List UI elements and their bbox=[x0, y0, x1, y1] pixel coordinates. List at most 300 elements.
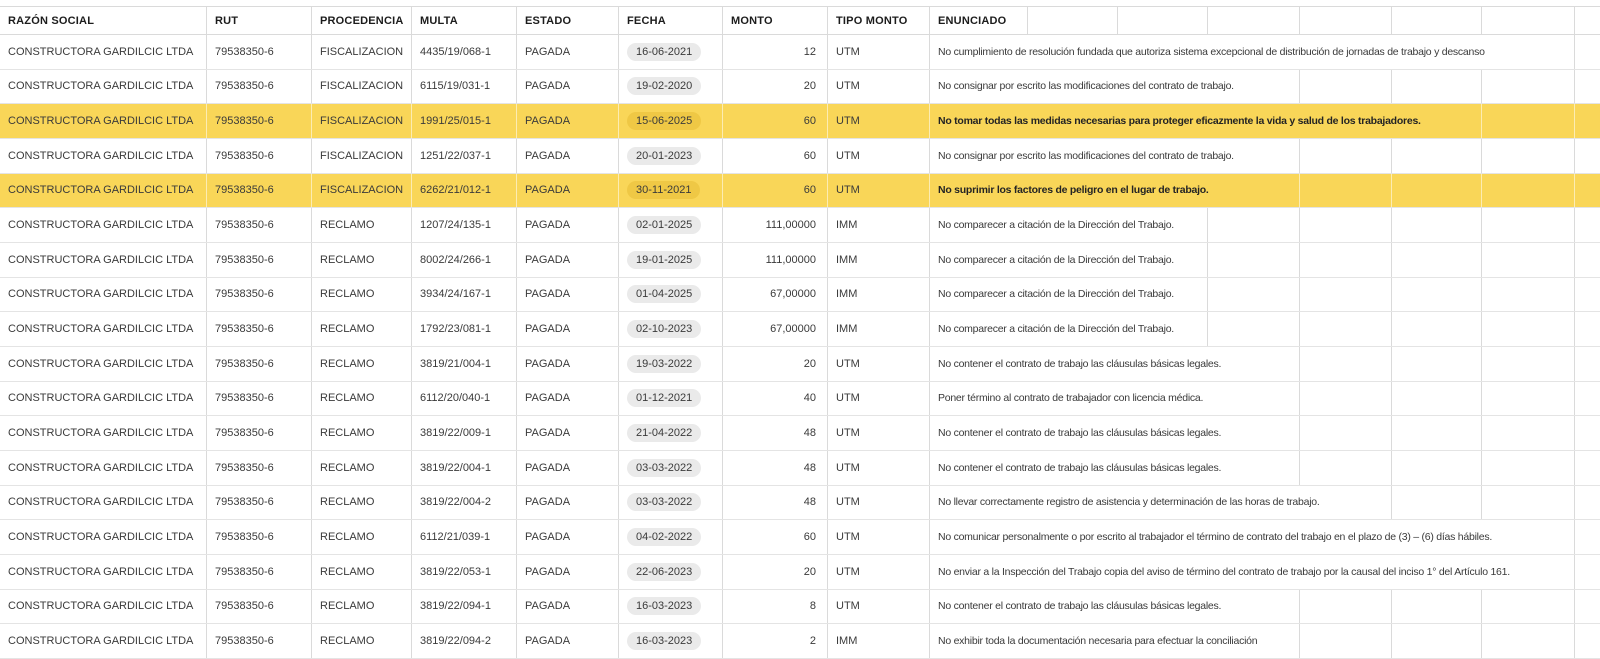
empty-cell[interactable] bbox=[1482, 382, 1575, 416]
empty-cell[interactable] bbox=[1575, 174, 1600, 208]
empty-cell[interactable] bbox=[1575, 104, 1600, 138]
cell-multa[interactable]: 3934/24/167-1 bbox=[412, 278, 517, 312]
empty-cell[interactable] bbox=[1300, 312, 1392, 346]
cell-fecha[interactable] bbox=[619, 174, 723, 208]
cell-fecha[interactable] bbox=[619, 243, 723, 277]
table-row bbox=[0, 590, 1600, 625]
cell-monto[interactable]: 48 bbox=[723, 451, 828, 485]
empty-cell[interactable] bbox=[1392, 174, 1482, 208]
empty-cell[interactable] bbox=[1392, 70, 1482, 104]
cell-procedencia[interactable]: RECLAMO bbox=[312, 555, 412, 589]
date-chip: 01-12-2021 bbox=[627, 389, 701, 407]
empty-cell[interactable] bbox=[1482, 486, 1575, 520]
enunciado-text: No enviar a la Inspección del Trabajo copia del aviso de término del contrato de trabajo por la causal del inciso 1° del Artículo 161. bbox=[930, 555, 1518, 589]
cell-procedencia[interactable]: FISCALIZACION bbox=[312, 174, 412, 208]
empty-cell[interactable] bbox=[1392, 451, 1482, 485]
cell-procedencia[interactable]: RECLAMO bbox=[312, 243, 412, 277]
cell-tipo-monto[interactable]: UTM bbox=[828, 590, 930, 624]
empty-cell[interactable] bbox=[1575, 486, 1600, 520]
date-chip: 22-06-2023 bbox=[627, 563, 701, 581]
cell-monto[interactable]: 48 bbox=[723, 416, 828, 450]
empty-cell[interactable] bbox=[1575, 416, 1600, 450]
cell-fecha[interactable] bbox=[619, 382, 723, 416]
cell-fecha[interactable] bbox=[619, 624, 723, 658]
date-chip: 03-03-2022 bbox=[627, 493, 701, 511]
empty-cell[interactable] bbox=[1575, 70, 1600, 104]
cell-estado[interactable]: PAGADA bbox=[517, 35, 619, 69]
cell-rut[interactable]: 79538350-6 bbox=[207, 243, 312, 277]
cell-tipo-monto[interactable]: UTM bbox=[828, 416, 930, 450]
cell-rut[interactable]: 79538350-6 bbox=[207, 70, 312, 104]
cell-monto[interactable]: 67,00000 bbox=[723, 312, 828, 346]
cell-monto[interactable]: 12 bbox=[723, 35, 828, 69]
col-header-enunciado[interactable]: ENUNCIADO bbox=[930, 7, 1028, 34]
cell-procedencia[interactable]: RECLAMO bbox=[312, 382, 412, 416]
table-body bbox=[0, 35, 1600, 659]
date-chip: 21-04-2022 bbox=[627, 424, 701, 442]
cell-monto[interactable]: 67,00000 bbox=[723, 278, 828, 312]
cell-rut[interactable]: 79538350-6 bbox=[207, 208, 312, 242]
enunciado-text: No contener el contrato de trabajo las cláusulas básicas legales. bbox=[930, 347, 1229, 381]
cell-procedencia[interactable]: RECLAMO bbox=[312, 590, 412, 624]
date-chip: 16-03-2023 bbox=[627, 597, 701, 615]
cell-tipo-monto[interactable]: IMM bbox=[828, 243, 930, 277]
cell-razon-social[interactable]: CONSTRUCTORA GARDILCIC LTDA bbox=[0, 104, 207, 138]
cell-monto[interactable]: 60 bbox=[723, 139, 828, 173]
cell-tipo-monto[interactable]: IMM bbox=[828, 208, 930, 242]
empty-cell[interactable] bbox=[1575, 208, 1600, 242]
cell-procedencia[interactable]: RECLAMO bbox=[312, 347, 412, 381]
date-chip: 15-06-2025 bbox=[627, 112, 701, 130]
empty-cell[interactable] bbox=[1482, 451, 1575, 485]
cell-monto[interactable]: 60 bbox=[723, 520, 828, 554]
cell-rut[interactable]: 79538350-6 bbox=[207, 382, 312, 416]
empty-cell[interactable] bbox=[1392, 590, 1482, 624]
cell-multa[interactable]: 3819/22/094-1 bbox=[412, 590, 517, 624]
cell-fecha[interactable] bbox=[619, 590, 723, 624]
enunciado-text: No comunicar personalmente o por escrito al trabajador el término de contrato del trabajo en el plazo de (3) – (6) días hábiles. bbox=[930, 520, 1500, 554]
enunciado-text: No consignar por escrito las modificaciones del contrato de trabajo. bbox=[930, 70, 1242, 104]
empty-column-header[interactable] bbox=[1392, 7, 1482, 34]
cell-rut[interactable]: 79538350-6 bbox=[207, 104, 312, 138]
cell-fecha[interactable] bbox=[619, 347, 723, 381]
cell-estado[interactable]: PAGADA bbox=[517, 451, 619, 485]
empty-cell[interactable] bbox=[1575, 35, 1600, 69]
col-header-razon-social[interactable]: RAZÓN SOCIAL bbox=[0, 7, 207, 34]
cell-procedencia[interactable]: RECLAMO bbox=[312, 208, 412, 242]
date-chip: 01-04-2025 bbox=[627, 285, 701, 303]
cell-monto[interactable]: 48 bbox=[723, 486, 828, 520]
empty-cell[interactable] bbox=[1300, 139, 1392, 173]
cell-multa[interactable]: 3819/21/004-1 bbox=[412, 347, 517, 381]
cell-multa[interactable]: 3819/22/053-1 bbox=[412, 555, 517, 589]
cell-estado[interactable]: PAGADA bbox=[517, 486, 619, 520]
empty-cell[interactable] bbox=[1300, 278, 1392, 312]
empty-cell[interactable] bbox=[1392, 208, 1482, 242]
cell-procedencia[interactable]: RECLAMO bbox=[312, 520, 412, 554]
empty-cell[interactable] bbox=[1300, 451, 1392, 485]
cell-multa[interactable]: 1991/25/015-1 bbox=[412, 104, 517, 138]
table-row bbox=[0, 208, 1600, 243]
cell-multa[interactable]: 3819/22/004-2 bbox=[412, 486, 517, 520]
cell-rut[interactable]: 79538350-6 bbox=[207, 555, 312, 589]
empty-cell[interactable] bbox=[1392, 416, 1482, 450]
empty-cell[interactable] bbox=[1392, 312, 1482, 346]
cell-procedencia[interactable]: FISCALIZACION bbox=[312, 35, 412, 69]
cell-procedencia[interactable]: RECLAMO bbox=[312, 416, 412, 450]
cell-estado[interactable]: PAGADA bbox=[517, 624, 619, 658]
date-chip: 19-01-2025 bbox=[627, 251, 701, 269]
cell-estado[interactable]: PAGADA bbox=[517, 104, 619, 138]
cell-razon-social[interactable]: CONSTRUCTORA GARDILCIC LTDA bbox=[0, 382, 207, 416]
enunciado-text: No consignar por escrito las modificaciones del contrato de trabajo. bbox=[930, 139, 1242, 173]
cell-tipo-monto[interactable]: UTM bbox=[828, 139, 930, 173]
cell-procedencia[interactable]: FISCALIZACION bbox=[312, 70, 412, 104]
table-row bbox=[0, 243, 1600, 278]
cell-tipo-monto[interactable]: UTM bbox=[828, 451, 930, 485]
col-header-fecha[interactable]: FECHA bbox=[619, 7, 723, 34]
cell-razon-social[interactable]: CONSTRUCTORA GARDILCIC LTDA bbox=[0, 312, 207, 346]
cell-procedencia[interactable]: RECLAMO bbox=[312, 312, 412, 346]
cell-fecha[interactable] bbox=[619, 35, 723, 69]
cell-razon-social[interactable]: CONSTRUCTORA GARDILCIC LTDA bbox=[0, 35, 207, 69]
cell-fecha[interactable] bbox=[619, 104, 723, 138]
empty-cell[interactable] bbox=[1482, 347, 1575, 381]
empty-cell[interactable] bbox=[1482, 312, 1575, 346]
cell-rut[interactable]: 79538350-6 bbox=[207, 486, 312, 520]
cell-enunciado[interactable] bbox=[930, 624, 1258, 658]
col-header-procedencia[interactable]: PROCEDENCIA bbox=[312, 7, 412, 34]
cell-multa[interactable]: 3819/22/009-1 bbox=[412, 416, 517, 450]
cell-enunciado[interactable] bbox=[930, 104, 1421, 138]
empty-cell[interactable] bbox=[1300, 70, 1392, 104]
empty-cell[interactable] bbox=[1300, 208, 1392, 242]
cell-razon-social[interactable]: CONSTRUCTORA GARDILCIC LTDA bbox=[0, 416, 207, 450]
cell-razon-social[interactable]: CONSTRUCTORA GARDILCIC LTDA bbox=[0, 278, 207, 312]
cell-enunciado[interactable] bbox=[930, 347, 1222, 381]
empty-cell[interactable] bbox=[1482, 278, 1575, 312]
empty-cell[interactable] bbox=[1482, 35, 1575, 69]
cell-rut[interactable]: 79538350-6 bbox=[207, 174, 312, 208]
table-row bbox=[0, 174, 1600, 209]
empty-cell[interactable] bbox=[1300, 347, 1392, 381]
empty-cell[interactable] bbox=[1482, 416, 1575, 450]
cell-estado[interactable]: PAGADA bbox=[517, 520, 619, 554]
cell-procedencia[interactable]: RECLAMO bbox=[312, 486, 412, 520]
cell-estado[interactable]: PAGADA bbox=[517, 278, 619, 312]
cell-tipo-monto[interactable]: UTM bbox=[828, 555, 930, 589]
cell-procedencia[interactable]: FISCALIZACION bbox=[312, 139, 412, 173]
empty-column-header[interactable] bbox=[1575, 7, 1600, 34]
empty-cell[interactable] bbox=[1482, 208, 1575, 242]
cell-razon-social[interactable]: CONSTRUCTORA GARDILCIC LTDA bbox=[0, 347, 207, 381]
cell-tipo-monto[interactable]: UTM bbox=[828, 35, 930, 69]
cell-estado[interactable]: PAGADA bbox=[517, 416, 619, 450]
table-header-row bbox=[0, 6, 1600, 35]
date-chip: 04-02-2022 bbox=[627, 528, 701, 546]
cell-razon-social[interactable]: CONSTRUCTORA GARDILCIC LTDA bbox=[0, 243, 207, 277]
cell-rut[interactable]: 79538350-6 bbox=[207, 278, 312, 312]
cell-rut[interactable]: 79538350-6 bbox=[207, 35, 312, 69]
empty-cell[interactable] bbox=[1208, 312, 1300, 346]
cell-enunciado[interactable] bbox=[930, 555, 1510, 589]
cell-razon-social[interactable]: CONSTRUCTORA GARDILCIC LTDA bbox=[0, 486, 207, 520]
cell-enunciado[interactable] bbox=[930, 520, 1492, 554]
cell-enunciado[interactable] bbox=[930, 174, 1209, 208]
cell-enunciado[interactable] bbox=[930, 35, 1485, 69]
cell-estado[interactable]: PAGADA bbox=[517, 174, 619, 208]
empty-cell[interactable] bbox=[1575, 312, 1600, 346]
cell-monto[interactable]: 60 bbox=[723, 104, 828, 138]
col-header-tipo-monto[interactable]: TIPO MONTO bbox=[828, 7, 930, 34]
table-row bbox=[0, 35, 1600, 70]
empty-cell[interactable] bbox=[1208, 278, 1300, 312]
empty-cell[interactable] bbox=[1482, 104, 1575, 138]
cell-fecha[interactable] bbox=[619, 312, 723, 346]
cell-tipo-monto[interactable]: UTM bbox=[828, 486, 930, 520]
cell-fecha[interactable] bbox=[619, 555, 723, 589]
cell-multa[interactable]: 1251/22/037-1 bbox=[412, 139, 517, 173]
cell-estado[interactable]: PAGADA bbox=[517, 312, 619, 346]
cell-procedencia[interactable]: RECLAMO bbox=[312, 278, 412, 312]
empty-cell[interactable] bbox=[1300, 174, 1392, 208]
empty-cell[interactable] bbox=[1392, 382, 1482, 416]
cell-enunciado[interactable] bbox=[930, 70, 1234, 104]
enunciado-text: No comparecer a citación de la Dirección del Trabajo. bbox=[930, 312, 1182, 346]
cell-procedencia[interactable]: FISCALIZACION bbox=[312, 104, 412, 138]
cell-enunciado[interactable] bbox=[930, 139, 1234, 173]
cell-multa[interactable]: 6112/20/040-1 bbox=[412, 382, 517, 416]
empty-cell[interactable] bbox=[1392, 139, 1482, 173]
cell-razon-social[interactable]: CONSTRUCTORA GARDILCIC LTDA bbox=[0, 451, 207, 485]
cell-estado[interactable]: PAGADA bbox=[517, 347, 619, 381]
cell-rut[interactable]: 79538350-6 bbox=[207, 139, 312, 173]
empty-cell[interactable] bbox=[1300, 382, 1392, 416]
cell-multa[interactable]: 1207/24/135-1 bbox=[412, 208, 517, 242]
empty-column-header[interactable] bbox=[1482, 7, 1575, 34]
date-chip: 02-10-2023 bbox=[627, 320, 701, 338]
empty-cell[interactable] bbox=[1300, 243, 1392, 277]
cell-tipo-monto[interactable]: UTM bbox=[828, 174, 930, 208]
cell-rut[interactable]: 79538350-6 bbox=[207, 520, 312, 554]
cell-estado[interactable]: PAGADA bbox=[517, 382, 619, 416]
cell-fecha[interactable] bbox=[619, 520, 723, 554]
empty-cell[interactable] bbox=[1482, 174, 1575, 208]
empty-cell[interactable] bbox=[1482, 70, 1575, 104]
date-chip: 16-06-2021 bbox=[627, 43, 701, 61]
cell-fecha[interactable] bbox=[619, 451, 723, 485]
cell-rut[interactable]: 79538350-6 bbox=[207, 590, 312, 624]
empty-column-header[interactable] bbox=[1208, 7, 1300, 34]
cell-tipo-monto[interactable]: IMM bbox=[828, 312, 930, 346]
empty-cell[interactable] bbox=[1392, 278, 1482, 312]
table-row bbox=[0, 520, 1600, 555]
enunciado-text: No contener el contrato de trabajo las cláusulas básicas legales. bbox=[930, 590, 1229, 624]
table-row bbox=[0, 139, 1600, 174]
cell-multa[interactable]: 6112/21/039-1 bbox=[412, 520, 517, 554]
cell-fecha[interactable] bbox=[619, 70, 723, 104]
enunciado-text: No suprimir los factores de peligro en el lugar de trabajo. bbox=[930, 174, 1217, 208]
cell-razon-social[interactable]: CONSTRUCTORA GARDILCIC LTDA bbox=[0, 520, 207, 554]
date-chip: 19-03-2022 bbox=[627, 355, 701, 373]
empty-cell[interactable] bbox=[1208, 243, 1300, 277]
table-row bbox=[0, 312, 1600, 347]
cell-multa[interactable]: 6262/21/012-1 bbox=[412, 174, 517, 208]
cell-enunciado[interactable] bbox=[930, 208, 1174, 242]
cell-rut[interactable]: 79538350-6 bbox=[207, 347, 312, 381]
cell-razon-social[interactable]: CONSTRUCTORA GARDILCIC LTDA bbox=[0, 590, 207, 624]
cell-monto[interactable]: 60 bbox=[723, 174, 828, 208]
cell-razon-social[interactable]: CONSTRUCTORA GARDILCIC LTDA bbox=[0, 555, 207, 589]
table-row bbox=[0, 382, 1600, 417]
empty-cell[interactable] bbox=[1392, 347, 1482, 381]
cell-fecha[interactable] bbox=[619, 416, 723, 450]
table-row bbox=[0, 624, 1600, 659]
table-row bbox=[0, 451, 1600, 486]
empty-cell[interactable] bbox=[1575, 451, 1600, 485]
date-chip: 30-11-2021 bbox=[627, 181, 700, 199]
empty-cell[interactable] bbox=[1575, 624, 1600, 658]
cell-multa[interactable]: 3819/22/004-1 bbox=[412, 451, 517, 485]
table-row bbox=[0, 486, 1600, 521]
cell-rut[interactable]: 79538350-6 bbox=[207, 451, 312, 485]
empty-cell[interactable] bbox=[1575, 520, 1600, 554]
cell-estado[interactable]: PAGADA bbox=[517, 243, 619, 277]
cell-fecha[interactable] bbox=[619, 278, 723, 312]
cell-enunciado[interactable] bbox=[930, 243, 1174, 277]
cell-estado[interactable]: PAGADA bbox=[517, 139, 619, 173]
table-row bbox=[0, 104, 1600, 139]
cell-razon-social[interactable]: CONSTRUCTORA GARDILCIC LTDA bbox=[0, 624, 207, 658]
cell-tipo-monto[interactable]: IMM bbox=[828, 624, 930, 658]
empty-cell[interactable] bbox=[1392, 486, 1482, 520]
cell-monto[interactable]: 111,00000 bbox=[723, 243, 828, 277]
cell-multa[interactable]: 6115/19/031-1 bbox=[412, 70, 517, 104]
cell-estado[interactable]: PAGADA bbox=[517, 70, 619, 104]
cell-monto[interactable]: 8 bbox=[723, 590, 828, 624]
cell-monto[interactable]: 20 bbox=[723, 555, 828, 589]
empty-cell[interactable] bbox=[1575, 139, 1600, 173]
cell-monto[interactable]: 20 bbox=[723, 347, 828, 381]
empty-cell[interactable] bbox=[1208, 208, 1300, 242]
enunciado-text: No exhibir toda la documentación necesaria para efectuar la conciliación bbox=[930, 624, 1265, 658]
cell-rut[interactable]: 79538350-6 bbox=[207, 624, 312, 658]
empty-cell[interactable] bbox=[1575, 278, 1600, 312]
date-chip: 02-01-2025 bbox=[627, 216, 701, 234]
empty-cell[interactable] bbox=[1392, 243, 1482, 277]
cell-tipo-monto[interactable]: UTM bbox=[828, 70, 930, 104]
cell-fecha[interactable] bbox=[619, 208, 723, 242]
date-chip: 03-03-2022 bbox=[627, 459, 701, 477]
empty-column-header[interactable] bbox=[1118, 7, 1208, 34]
empty-cell[interactable] bbox=[1208, 174, 1300, 208]
empty-cell[interactable] bbox=[1575, 347, 1600, 381]
cell-razon-social[interactable]: CONSTRUCTORA GARDILCIC LTDA bbox=[0, 139, 207, 173]
cell-rut[interactable]: 79538350-6 bbox=[207, 312, 312, 346]
enunciado-text: No tomar todas las medidas necesarias para proteger eficazmente la vida y salud de los trabajadores. bbox=[930, 104, 1429, 138]
cell-enunciado[interactable] bbox=[930, 312, 1174, 346]
empty-cell[interactable] bbox=[1300, 416, 1392, 450]
cell-tipo-monto[interactable]: UTM bbox=[828, 382, 930, 416]
empty-column-header[interactable] bbox=[1300, 7, 1392, 34]
date-chip: 20-01-2023 bbox=[627, 147, 701, 165]
enunciado-text: No contener el contrato de trabajo las cláusulas básicas legales. bbox=[930, 416, 1229, 450]
cell-multa[interactable]: 3819/22/094-2 bbox=[412, 624, 517, 658]
cell-tipo-monto[interactable]: UTM bbox=[828, 347, 930, 381]
col-header-estado[interactable]: ESTADO bbox=[517, 7, 619, 34]
cell-multa[interactable]: 1792/23/081-1 bbox=[412, 312, 517, 346]
cell-enunciado[interactable] bbox=[930, 590, 1222, 624]
enunciado-text: No comparecer a citación de la Dirección del Trabajo. bbox=[930, 243, 1182, 277]
table-row bbox=[0, 278, 1600, 313]
empty-cell[interactable] bbox=[1482, 243, 1575, 277]
cell-enunciado[interactable] bbox=[930, 278, 1174, 312]
cell-multa[interactable]: 4435/19/068-1 bbox=[412, 35, 517, 69]
cell-enunciado[interactable] bbox=[930, 382, 1204, 416]
empty-column-header[interactable] bbox=[1028, 7, 1118, 34]
empty-cell[interactable] bbox=[1575, 555, 1600, 589]
date-chip: 19-02-2020 bbox=[627, 77, 701, 95]
cell-multa[interactable]: 8002/24/266-1 bbox=[412, 243, 517, 277]
enunciado-text: No llevar correctamente registro de asistencia y determinación de las horas de trabajo. bbox=[930, 486, 1328, 520]
cell-enunciado[interactable] bbox=[930, 416, 1222, 450]
empty-cell[interactable] bbox=[1575, 243, 1600, 277]
enunciado-text: No cumplimiento de resolución fundada que autoriza sistema excepcional de distribución de jornadas de trabajo y descanso bbox=[930, 35, 1493, 69]
cell-tipo-monto[interactable]: UTM bbox=[828, 520, 930, 554]
cell-tipo-monto[interactable]: IMM bbox=[828, 278, 930, 312]
col-header-rut[interactable]: RUT bbox=[207, 7, 312, 34]
cell-enunciado[interactable] bbox=[930, 486, 1320, 520]
cell-enunciado[interactable] bbox=[930, 451, 1222, 485]
empty-cell[interactable] bbox=[1482, 139, 1575, 173]
table-row bbox=[0, 70, 1600, 105]
empty-cell[interactable] bbox=[1575, 590, 1600, 624]
cell-razon-social[interactable]: CONSTRUCTORA GARDILCIC LTDA bbox=[0, 174, 207, 208]
enunciado-text: No comparecer a citación de la Dirección del Trabajo. bbox=[930, 208, 1182, 242]
cell-rut[interactable]: 79538350-6 bbox=[207, 416, 312, 450]
cell-fecha[interactable] bbox=[619, 486, 723, 520]
cell-tipo-monto[interactable]: UTM bbox=[828, 104, 930, 138]
cell-monto[interactable]: 2 bbox=[723, 624, 828, 658]
empty-cell[interactable] bbox=[1300, 624, 1392, 658]
cell-fecha[interactable] bbox=[619, 139, 723, 173]
cell-monto[interactable]: 111,00000 bbox=[723, 208, 828, 242]
empty-cell[interactable] bbox=[1208, 382, 1300, 416]
empty-cell[interactable] bbox=[1482, 590, 1575, 624]
enunciado-text: No comparecer a citación de la Dirección del Trabajo. bbox=[930, 278, 1182, 312]
cell-razon-social[interactable]: CONSTRUCTORA GARDILCIC LTDA bbox=[0, 70, 207, 104]
cell-razon-social[interactable]: CONSTRUCTORA GARDILCIC LTDA bbox=[0, 208, 207, 242]
enunciado-text: Poner término al contrato de trabajador con licencia médica. bbox=[930, 382, 1211, 416]
empty-cell[interactable] bbox=[1300, 590, 1392, 624]
empty-cell[interactable] bbox=[1482, 624, 1575, 658]
col-header-multa[interactable]: MULTA bbox=[412, 7, 517, 34]
empty-cell[interactable] bbox=[1392, 624, 1482, 658]
date-chip: 16-03-2023 bbox=[627, 632, 701, 650]
empty-cell[interactable] bbox=[1575, 382, 1600, 416]
table-row bbox=[0, 347, 1600, 382]
cell-estado[interactable]: PAGADA bbox=[517, 208, 619, 242]
cell-procedencia[interactable]: RECLAMO bbox=[312, 624, 412, 658]
cell-estado[interactable]: PAGADA bbox=[517, 555, 619, 589]
table-row bbox=[0, 555, 1600, 590]
cell-procedencia[interactable]: RECLAMO bbox=[312, 451, 412, 485]
col-header-monto[interactable]: MONTO bbox=[723, 7, 828, 34]
cell-monto[interactable]: 20 bbox=[723, 70, 828, 104]
cell-monto[interactable]: 40 bbox=[723, 382, 828, 416]
cell-estado[interactable]: PAGADA bbox=[517, 590, 619, 624]
enunciado-text: No contener el contrato de trabajo las cláusulas básicas legales. bbox=[930, 451, 1229, 485]
